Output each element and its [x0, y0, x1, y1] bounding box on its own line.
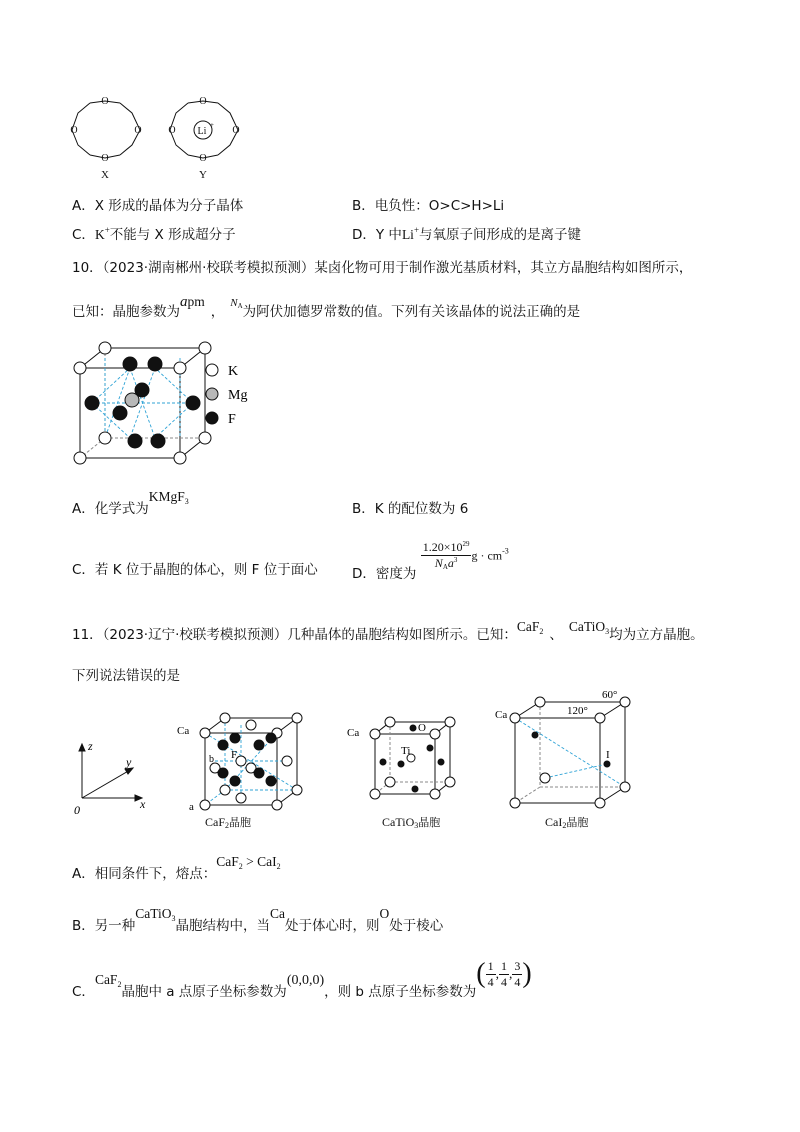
legend-mg-swatch	[206, 388, 218, 400]
cell2-o-label: O	[418, 722, 426, 734]
li-ion-label: Li	[197, 126, 207, 137]
q10-option-c: C．若 K 位于晶胞的体心，则 F 位于面心	[72, 562, 318, 578]
label-y: Y	[199, 169, 207, 181]
q9-option-d: D．Y 中Li+与氧原子间形成的是离子键	[352, 225, 582, 243]
cai2-caption: CaI2晶胞	[545, 815, 589, 830]
q10-option-d: D．密度为 $\frac{1.20\times 10^{29}}{NAa^3}$ $g \cdot cm^{-3}$	[352, 540, 509, 582]
cell1-a-label: a	[189, 801, 194, 813]
cell1-b-label: b	[209, 754, 214, 765]
q11-stem-line1: 11．（2023·辽宁·校联考模拟预测）几种晶体的晶胞结构如图所示。已知：CaF$_2$ 、CaTiO$_3$均为立方晶胞。	[72, 619, 704, 643]
axis-z-label: z	[88, 739, 93, 753]
catio3-caption: CaTiO3晶胞	[382, 815, 441, 830]
legend-k-swatch	[206, 364, 218, 376]
q10-stem-line2: 已知：晶胞参数为apm，$^{NA}$为阿伏加德罗常数的值。下列有关该晶体的说法正确的是	[72, 294, 581, 320]
cell3-ca-label: Ca	[495, 709, 508, 721]
q9-option-b: B．电负性：O>C>H>Li	[352, 198, 505, 214]
atom-o-label: O	[101, 96, 109, 107]
q11-option-a: A．相同条件下，熔点：CaF$_2$ > CaI$_2$	[72, 854, 281, 882]
atom-o-label: O	[101, 153, 109, 164]
q11-option-b: B．另一种CaTiO$_3$晶胞结构中，当Ca处于体心时，则O处于棱心	[72, 906, 444, 934]
catio3-unit-cell	[345, 712, 465, 812]
q10-option-a: A．化学式为KMgF$^3$	[72, 489, 189, 517]
label-x: X	[101, 169, 109, 181]
axis-x-label: x	[140, 797, 146, 811]
q11-stem-line2: 下列说法错误的是	[72, 668, 180, 684]
q9-option-a: A．X 形成的晶体为分子晶体	[72, 198, 244, 214]
legend-mg-label: Mg	[228, 388, 248, 403]
caf2-caption: CaF2晶胞	[205, 815, 252, 830]
legend-k-label: K	[228, 364, 239, 379]
axis-y-label: y	[126, 755, 132, 769]
cell1-f-label: F	[231, 749, 238, 761]
cell3-angle-60: 60°	[602, 689, 618, 701]
q9-option-c: C．K+不能与 X 形成超分子	[72, 225, 236, 243]
atom-o-label: O	[232, 125, 240, 136]
kmgf3-legend	[200, 360, 280, 430]
atom-o-label: O	[199, 153, 207, 164]
cell2-ca-label: Ca	[347, 727, 360, 739]
legend-f-swatch	[206, 412, 218, 424]
crown-ether-figure	[60, 88, 260, 180]
atom-o-label: O	[70, 125, 78, 136]
li-charge: +	[210, 121, 214, 129]
q10-stem-line1: 10．（2023·湖南郴州·校联考模拟预测）某卤化物可用于制作激光基质材料，其立方晶胞结构如图所示，	[72, 260, 693, 276]
cell3-i-label: I	[606, 749, 610, 761]
cell1-ca-label: Ca	[177, 725, 190, 737]
cai2-unit-cell	[495, 690, 645, 810]
q10-option-b: B．K 的配位数为 6	[352, 501, 469, 517]
axis-origin-label: 0	[74, 803, 80, 817]
axis-diagram	[70, 738, 160, 818]
atom-o-label: O	[168, 125, 176, 136]
atom-o-label: O	[134, 125, 142, 136]
crown-ether-x	[72, 101, 140, 158]
cell2-ti-label: Ti	[401, 745, 411, 757]
q11-option-c: C．CaF$_2$晶胞中 a 点原子坐标参数为(0,0,0)，则 b 点原子坐标参数为( $\frac{1}{4}$ , $\frac{1}{4}$ , $\frac{3}{4}$ )	[72, 958, 532, 1000]
atom-o-label: O	[199, 96, 207, 107]
cell3-angle-120: 120°	[567, 705, 588, 717]
legend-f-label: F	[228, 412, 236, 427]
